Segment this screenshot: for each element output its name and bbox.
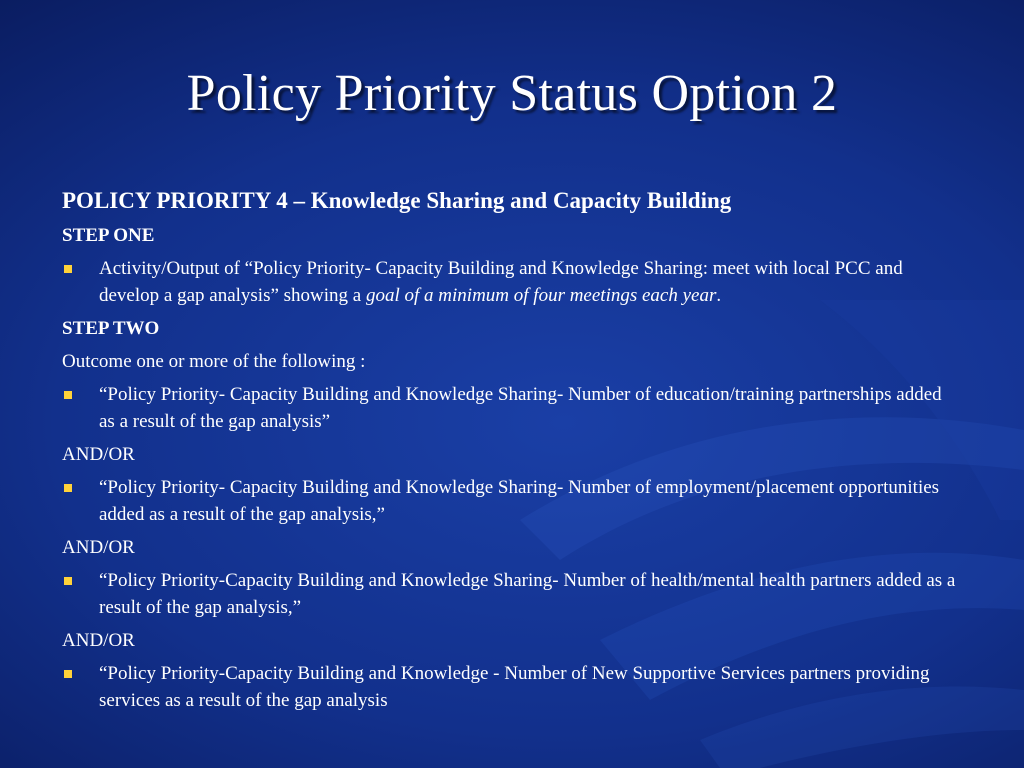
- and-or-connector: AND/OR: [62, 444, 135, 465]
- and-or-connector: AND/OR: [62, 630, 135, 651]
- outcome-bullet-text: “Policy Priority-Capacity Building and Knowledge - Number of New Supportive Services partners providing services as a result of the gap analysis: [99, 663, 930, 711]
- square-bullet-icon: [64, 577, 72, 585]
- square-bullet-icon: [64, 265, 72, 273]
- step-one-end: .: [716, 285, 722, 306]
- outcome-bullet: [62, 567, 962, 621]
- step-one-emphasis: goal of a minimum of four meetings each year: [365, 285, 717, 306]
- outcome-intro: Outcome one or more of the following :: [62, 351, 366, 372]
- square-bullet-icon: [64, 484, 72, 492]
- square-bullet-icon: [64, 391, 72, 399]
- step-two-label: STEP TWO: [62, 318, 160, 339]
- square-bullet-icon: [64, 670, 72, 678]
- step-one-bullet: [62, 255, 962, 309]
- step-one-text: Activity/Output of “Policy Priority- Capacity Building and Knowledge Sharing: meet with local PCC and develop a gap analysis” showing a: [99, 258, 903, 306]
- slide-content: [62, 186, 962, 720]
- outcome-bullet: [62, 381, 962, 435]
- section-heading: POLICY PRIORITY 4 – Knowledge Sharing and Capacity Building: [62, 188, 732, 213]
- outcome-bullet: [62, 474, 962, 528]
- step-one-label: STEP ONE: [62, 225, 155, 246]
- outcome-bullet-text: “Policy Priority- Capacity Building and Knowledge Sharing- Number of education/training partnerships added as a result of the gap analysis”: [99, 384, 942, 432]
- slide-title: Policy Priority Status Option 2: [186, 65, 838, 122]
- outcome-bullet-text: “Policy Priority- Capacity Building and Knowledge Sharing- Number of employment/placement opportunities added as a result of the gap analysis,”: [99, 477, 940, 525]
- and-or-connector: AND/OR: [62, 537, 135, 558]
- outcome-bullet: [62, 660, 962, 714]
- outcome-bullet-text: “Policy Priority-Capacity Building and Knowledge Sharing- Number of health/mental health partners added as a result of the gap analysis,”: [99, 570, 956, 618]
